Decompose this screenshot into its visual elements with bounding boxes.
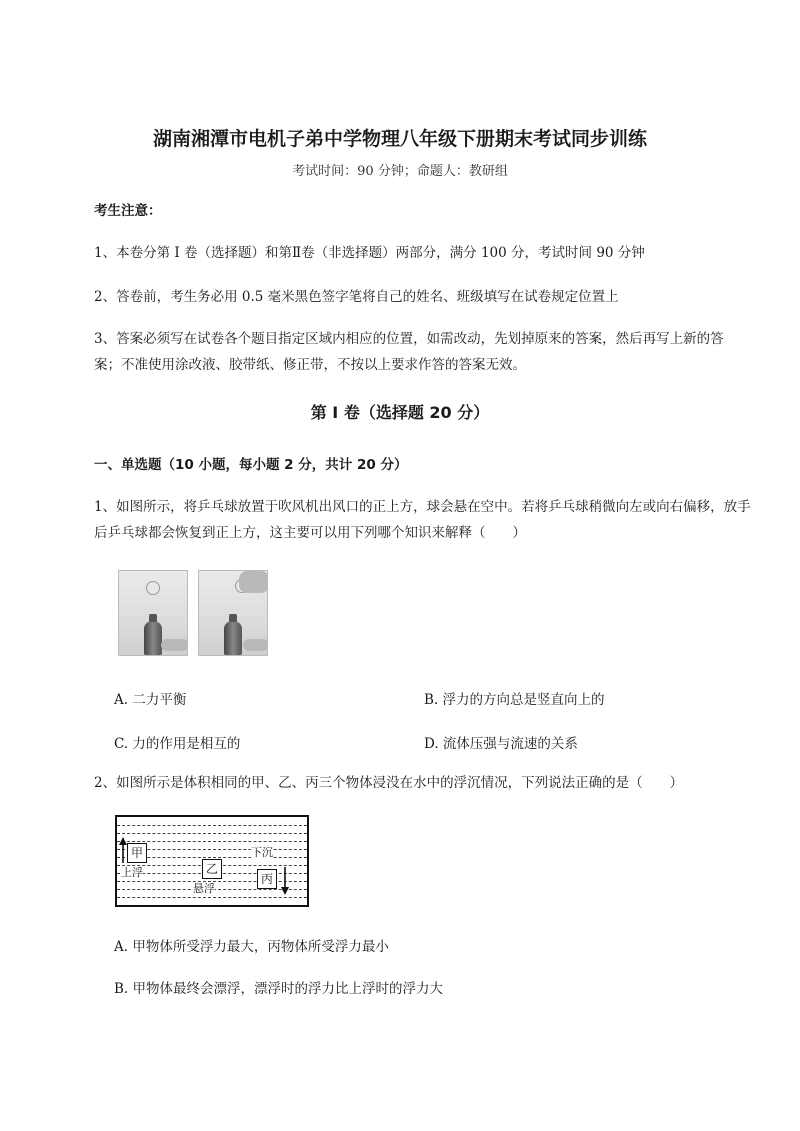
- hair-dryer: [224, 621, 242, 655]
- question-2-stem: 2、如图所示是体积相同的甲、乙、丙三个物体浸没在水中的浮沉情况，下列说法正确的是（ ）: [94, 775, 684, 791]
- question-2-option-b[interactable]: B. 甲物体最终会漂浮，漂浮时的浮力比上浮时的浮力大: [114, 981, 444, 997]
- question-1-option-b[interactable]: B. 浮力的方向总是竖直向上的: [424, 692, 605, 708]
- up-arrowhead-icon: [119, 837, 127, 845]
- notice-item-3: 3、答案必须写在试卷各个题目指定区域内相应的位置，如需改动，先划掉原来的答案，然后再写上新的答案；不准使用涂改液、胶带纸、修正带，不按以上要求作答的答案无效。: [94, 331, 724, 373]
- ping-pong-ball: [146, 581, 160, 595]
- hand-shape: [161, 639, 188, 651]
- photo-ball-centered: [118, 570, 188, 656]
- label-suspend: 悬浮: [193, 882, 215, 895]
- water-tank-figure: [115, 815, 309, 907]
- photo-ball-offset: [198, 570, 268, 656]
- section-title: 第 I 卷（选择题 20 分）: [310, 403, 490, 422]
- question-1-option-a[interactable]: A. 二力平衡: [114, 692, 187, 708]
- label-up-float: 上浮: [121, 866, 143, 879]
- exam-subtitle: 考试时间：90 分钟；命题人：教研组: [292, 164, 508, 179]
- question-1-stem: 1、如图所示，将乒乓球放置于吹风机出风口的正上方，球会悬在空中。若将乒乓球稍微向左或向右偏移，放手后乒乓球都会恢复到正上方，这主要可以用下列哪个知识来解释（ ）: [94, 499, 751, 541]
- question-1-option-c[interactable]: C. 力的作用是相互的: [114, 736, 241, 752]
- group-heading: 一、单选题（10 小题，每小题 2 分，共计 20 分）: [94, 457, 408, 473]
- exam-title: 湖南湘潭市电机子弟中学物理八年级下册期末考试同步训练: [152, 128, 647, 150]
- notice-heading: 考生注意：: [94, 203, 162, 219]
- object-jia: 甲: [127, 843, 147, 863]
- object-bing: 丙: [257, 869, 277, 889]
- notice-item-2: 2、答卷前，考生务必用 0.5 毫米黑色签字笔将自己的姓名、班级填写在试卷规定位置上: [94, 289, 619, 305]
- hair-dryer: [144, 621, 162, 655]
- label-sink: 下沉: [251, 846, 273, 859]
- question-1-option-d[interactable]: D. 流体压强与流速的关系: [424, 736, 578, 752]
- object-yi: 乙: [202, 859, 222, 879]
- notice-item-1: 1、本卷分第 I 卷（选择题）和第Ⅱ卷（非选择题）两部分，满分 100 分，考试时间 90 分钟: [94, 245, 645, 261]
- dryer-nozzle: [149, 614, 157, 622]
- question-2-option-a[interactable]: A. 甲物体所受浮力最大，丙物体所受浮力最小: [114, 939, 389, 955]
- hand-shape: [243, 639, 268, 651]
- down-arrowhead-icon: [281, 887, 289, 895]
- dryer-nozzle: [229, 614, 237, 622]
- hand-shape: [239, 571, 268, 593]
